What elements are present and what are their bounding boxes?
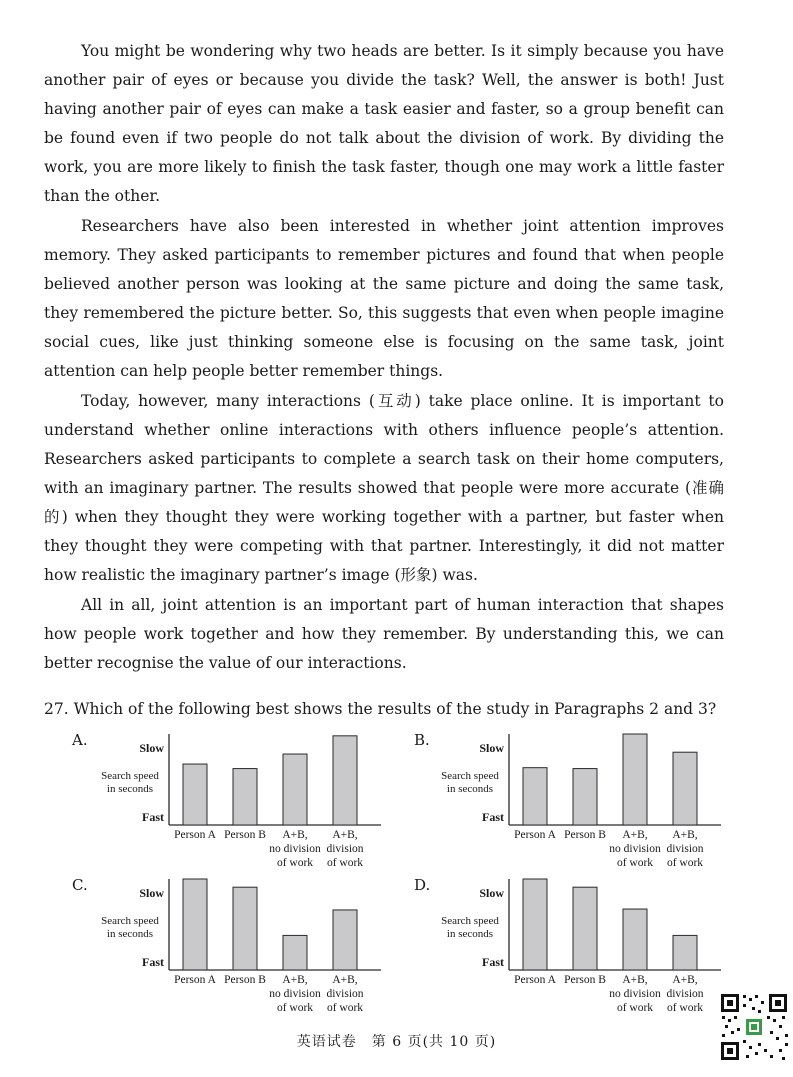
chart-a-category-label-3-line-2: no division bbox=[269, 843, 321, 855]
chart-d-category-label-3-line-1: A+B, bbox=[622, 974, 648, 986]
chart-a-bar-4 bbox=[333, 736, 357, 825]
chart-b-category-label-3-line-1: A+B, bbox=[622, 829, 648, 841]
chart-c-category-label-1-line-1: Person A bbox=[174, 974, 216, 986]
chart-a-fast-label: Fast bbox=[142, 810, 164, 824]
chart-b-ylabel-line1: Search speed bbox=[441, 770, 499, 782]
chart-c-slow-label: Slow bbox=[139, 886, 164, 900]
chart-a-bar-1 bbox=[183, 764, 207, 825]
question-27-stem: 27. Which of the following best shows the results of the study in Paragraphs 2 and 3? bbox=[44, 700, 717, 718]
option-c-letter: C. bbox=[72, 876, 88, 894]
chart-a-slow-label: Slow bbox=[139, 741, 164, 755]
chart-a-category-label-3-line-1: A+B, bbox=[282, 829, 308, 841]
chart-d-bar-1 bbox=[523, 879, 547, 970]
chart-d-category-label-3-line-3: of work bbox=[616, 1002, 654, 1014]
chart-b-fast-label: Fast bbox=[482, 810, 504, 824]
chart-a-category-label-4-line-1: A+B, bbox=[332, 829, 358, 841]
passage-paragraph-2: Researchers have also been interested in whether joint attention improves memory. They asked participants to remember pictures and found that when people believed another person was looking at the same picture and doing the same task, they remembered the picture better. So, this suggests that even when people imagine social cues, like just thinking someone else is focusing on the same task, joint attention can help people better remember things. bbox=[44, 217, 724, 380]
chart-b-bar-1 bbox=[523, 768, 547, 825]
chart-c-ylabel-line2: in seconds bbox=[106, 928, 154, 940]
passage-paragraph-1: You might be wondering why two heads are better. Is it simply because you have another pair of eyes or because you divide the task? Well, the answer is both! Just having another pair of eyes can make a task easier and faster, so a group benefit can be found even if two people do not talk about the division of work. By dividing the work, you are more likely to finish the task faster, though one may work a little faster than the other. bbox=[44, 42, 724, 205]
chart-a-ylabel-line1: Search speed bbox=[101, 770, 159, 782]
chart-c-category-label-3-line-1: A+B, bbox=[282, 974, 308, 986]
chart-b-ylabel-line2: in seconds bbox=[446, 783, 494, 795]
option-a-letter: A. bbox=[72, 731, 88, 749]
chart-c-bar-3 bbox=[283, 935, 307, 970]
chart-d-bar-2 bbox=[573, 887, 597, 970]
chart-a-ylabel-line2: in seconds bbox=[106, 783, 154, 795]
chart-d-ylabel-line1: Search speed bbox=[441, 915, 499, 927]
chart-c-bar-1 bbox=[183, 879, 207, 970]
chart-c-bar-2 bbox=[233, 887, 257, 970]
chart-d-ylabel-line2: in seconds bbox=[446, 928, 494, 940]
chart-b-bar-3 bbox=[623, 734, 647, 825]
chart-option-c bbox=[90, 875, 400, 1017]
chart-d-bar-3 bbox=[623, 909, 647, 970]
chart-b-slow-label: Slow bbox=[479, 741, 504, 755]
chart-c-category-label-3-line-2: no division bbox=[269, 988, 321, 1000]
passage-paragraph-3: Today, however, many interactions (互动) take place online. It is important to understand whether online interactions with others influence people’s attention. Researchers asked participants to complete a search task on their home computers, with an imaginary partner. The results showed that people were more accurate (准确的) when they thought they were working together with a partner, but faster when they thought they were competing with that partner. Interestingly, it did not matter how realistic the imaginary partner’s image (形象) was. bbox=[44, 392, 724, 584]
chart-d-category-label-4-line-1: A+B, bbox=[672, 974, 698, 986]
passage-paragraph-4: All in all, joint attention is an important part of human interaction that shapes how people work together and how they remember. By understanding this, we can better recognise the value of our interactions. bbox=[44, 596, 724, 672]
qr-code-icon bbox=[719, 992, 789, 1062]
chart-c-ylabel-line1: Search speed bbox=[101, 915, 159, 927]
chart-option-d bbox=[430, 875, 740, 1017]
chart-b-bar-4 bbox=[673, 752, 697, 825]
chart-a-category-label-4-line-2: division bbox=[326, 843, 364, 855]
chart-b-category-label-4-line-1: A+B, bbox=[672, 829, 698, 841]
chart-c-category-label-4-line-1: A+B, bbox=[332, 974, 358, 986]
chart-option-a bbox=[90, 730, 400, 872]
chart-b-category-label-2-line-1: Person B bbox=[564, 829, 606, 841]
chart-d-category-label-3-line-2: no division bbox=[609, 988, 661, 1000]
chart-a-category-label-2-line-1: Person B bbox=[224, 829, 266, 841]
chart-c-category-label-2-line-1: Person B bbox=[224, 974, 266, 986]
chart-a-category-label-1-line-1: Person A bbox=[174, 829, 216, 841]
chart-c-category-label-4-line-2: division bbox=[326, 988, 364, 1000]
chart-b-category-label-3-line-3: of work bbox=[616, 857, 654, 869]
chart-b-category-label-1-line-1: Person A bbox=[514, 829, 556, 841]
page-footer: 英语试卷 第 6 页(共 10 页) bbox=[296, 1034, 497, 1050]
chart-d-fast-label: Fast bbox=[482, 955, 504, 969]
chart-a-bar-3 bbox=[283, 754, 307, 825]
chart-b-bar-2 bbox=[573, 769, 597, 825]
option-d-letter: D. bbox=[414, 876, 431, 894]
chart-c-category-label-4-line-3: of work bbox=[326, 1002, 364, 1014]
option-b-letter: B. bbox=[414, 731, 430, 749]
chart-b-category-label-3-line-2: no division bbox=[609, 843, 661, 855]
chart-a-category-label-3-line-3: of work bbox=[276, 857, 314, 869]
chart-d-category-label-4-line-2: division bbox=[666, 988, 704, 1000]
chart-d-category-label-1-line-1: Person A bbox=[514, 974, 556, 986]
chart-b-category-label-4-line-2: division bbox=[666, 843, 704, 855]
chart-d-slow-label: Slow bbox=[479, 886, 504, 900]
chart-d-category-label-2-line-1: Person B bbox=[564, 974, 606, 986]
chart-b-category-label-4-line-3: of work bbox=[666, 857, 704, 869]
chart-d-bar-4 bbox=[673, 935, 697, 970]
chart-a-bar-2 bbox=[233, 769, 257, 825]
chart-d-category-label-4-line-3: of work bbox=[666, 1002, 704, 1014]
chart-option-b bbox=[430, 730, 740, 872]
chart-c-bar-4 bbox=[333, 910, 357, 970]
chart-c-fast-label: Fast bbox=[142, 955, 164, 969]
chart-a-category-label-4-line-3: of work bbox=[326, 857, 364, 869]
chart-c-category-label-3-line-3: of work bbox=[276, 1002, 314, 1014]
